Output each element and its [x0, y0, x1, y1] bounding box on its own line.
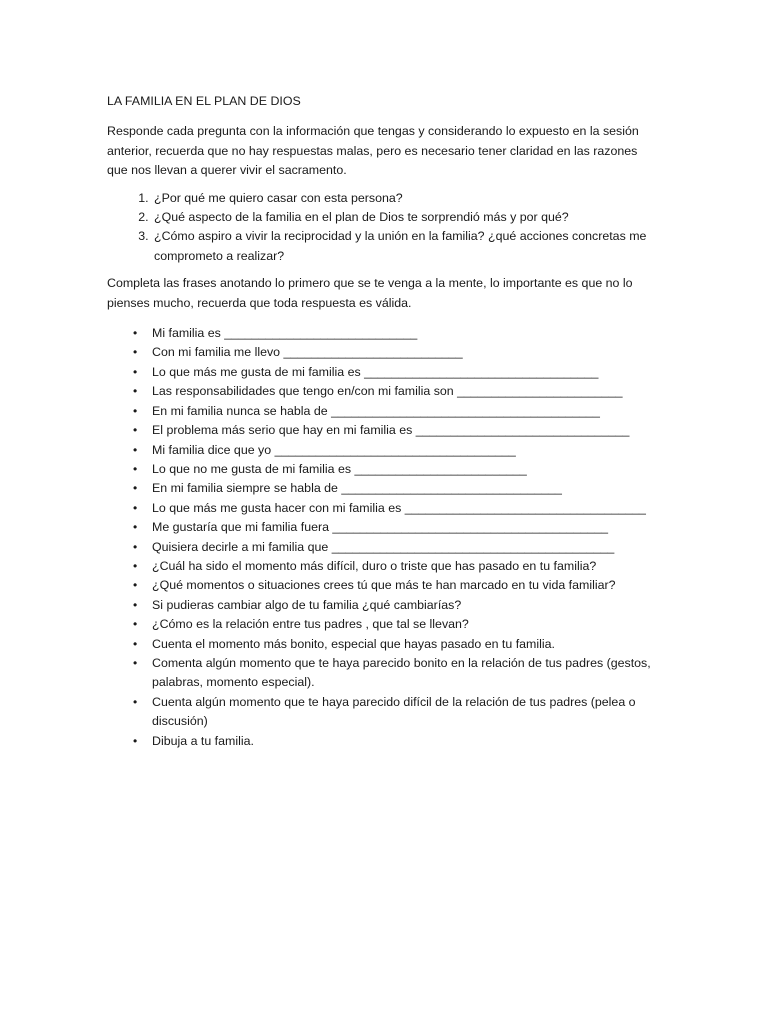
bullet-icon: •	[133, 520, 138, 535]
document-title: LA FAMILIA EN EL PLAN DE DIOS	[107, 94, 301, 108]
prompt-item	[133, 557, 667, 576]
bullet-icon: •	[133, 364, 138, 379]
prompt-item	[133, 596, 667, 615]
prompt-text: En mi familia siempre se habla de ________________________________	[152, 481, 562, 496]
prompt-text: ¿Cómo es la relación entre tus padres , que tal se llevan?	[152, 617, 469, 632]
question-item: 1. ¿Por qué me quiero casar con esta persona?	[152, 189, 667, 208]
prompt-text: ¿Cuál ha sido el momento más difícil, duro o triste que has pasado en tu familia?	[152, 558, 597, 573]
bullet-icon: •	[133, 617, 138, 632]
bullet-icon: •	[133, 384, 138, 399]
prompt-text: Mi familia dice que yo ___________________________________	[152, 442, 516, 457]
prompt-item	[133, 499, 667, 518]
bullet-icon: •	[133, 403, 138, 418]
bullet-icon: •	[133, 597, 138, 612]
prompt-text: En mi familia nunca se habla de _______________________________________	[152, 403, 600, 418]
bullet-icon: •	[133, 345, 138, 360]
prompt-text: Dibuja a tu familia.	[152, 733, 254, 748]
prompt-text: Lo que más me gusta de mi familia es __________________________________	[152, 364, 599, 379]
prompt-item	[133, 732, 667, 751]
prompt-item	[133, 615, 667, 634]
prompt-item	[133, 635, 667, 654]
prompt-text: Mi familia es ____________________________	[152, 326, 418, 341]
bullet-icon: •	[133, 442, 138, 457]
prompt-item	[133, 518, 667, 537]
bullet-icon: •	[133, 655, 138, 670]
instructions-paragraph: Completa las frases anotando lo primero que se te venga a la mente, lo importante es que no lo pienses mucho, recuerda que toda respuesta es válida.	[107, 276, 633, 310]
prompt-item	[133, 343, 667, 362]
question-list	[107, 189, 667, 267]
bullet-icon: •	[133, 500, 138, 515]
question-item: 3. ¿Cómo aspiro a vivir la reciprocidad y la unión en la familia? ¿qué acciones concretas me comprometo a realizar?	[152, 227, 667, 266]
prompt-text: Comenta algún momento que te haya parecido bonito en la relación de tus padres (gestos, palabras, momento especial).	[152, 655, 651, 690]
prompt-item	[133, 402, 667, 421]
bullet-icon: •	[133, 423, 138, 438]
bullet-icon: •	[133, 578, 138, 593]
prompt-text: Cuenta el momento más bonito, especial que hayas pasado en tu familia.	[152, 636, 555, 651]
bullet-icon: •	[133, 481, 138, 496]
prompt-item	[133, 479, 667, 498]
intro-paragraph: Responde cada pregunta con la información que tengas y considerando lo expuesto en la sesión anterior, recuerda que no hay respuestas malas, pero es necesario tener claridad en las razones que nos llevan a querer vivir el sacramento.	[107, 124, 639, 178]
prompt-text: Cuenta algún momento que te haya parecido difícil de la relación de tus padres (pelea o discusión)	[152, 694, 636, 729]
bullet-icon: •	[133, 733, 138, 748]
bullet-icon: •	[133, 558, 138, 573]
bullet-icon: •	[133, 326, 138, 341]
prompt-item	[133, 363, 667, 382]
prompt-list	[107, 324, 667, 751]
prompt-item	[133, 576, 667, 595]
prompt-item	[133, 654, 667, 693]
bullet-icon: •	[133, 636, 138, 651]
prompt-text: Las responsabilidades que tengo en/con mi familia son ________________________	[152, 384, 623, 399]
prompt-item	[133, 693, 667, 732]
document-body	[107, 92, 667, 751]
prompt-item	[133, 441, 667, 460]
prompt-item	[133, 324, 667, 343]
prompt-text: El problema más serio que hay en mi familia es _______________________________	[152, 423, 630, 438]
prompt-item	[133, 421, 667, 440]
prompt-text: Lo que no me gusta de mi familia es _________________________	[152, 461, 527, 476]
prompt-text: Si pudieras cambiar algo de tu familia ¿qué cambiarías?	[152, 597, 462, 612]
bullet-icon: •	[133, 539, 138, 554]
question-item: 2. ¿Qué aspecto de la familia en el plan de Dios te sorprendió más y por qué?	[152, 208, 667, 227]
prompt-text: Quisiera decirle a mi familia que _________________________________________	[152, 539, 615, 554]
prompt-item	[133, 382, 667, 401]
prompt-item	[133, 460, 667, 479]
prompt-text: Me gustaría que mi familia fuera ________________________________________	[152, 520, 609, 535]
prompt-text: Lo que más me gusta hacer con mi familia es ___________________________________	[152, 500, 646, 515]
prompt-text: Con mi familia me llevo __________________________	[152, 345, 463, 360]
prompt-text: ¿Qué momentos o situaciones crees tú que más te han marcado en tu vida familiar?	[152, 578, 616, 593]
bullet-icon: •	[133, 694, 138, 709]
bullet-icon: •	[133, 461, 138, 476]
prompt-item	[133, 538, 667, 557]
